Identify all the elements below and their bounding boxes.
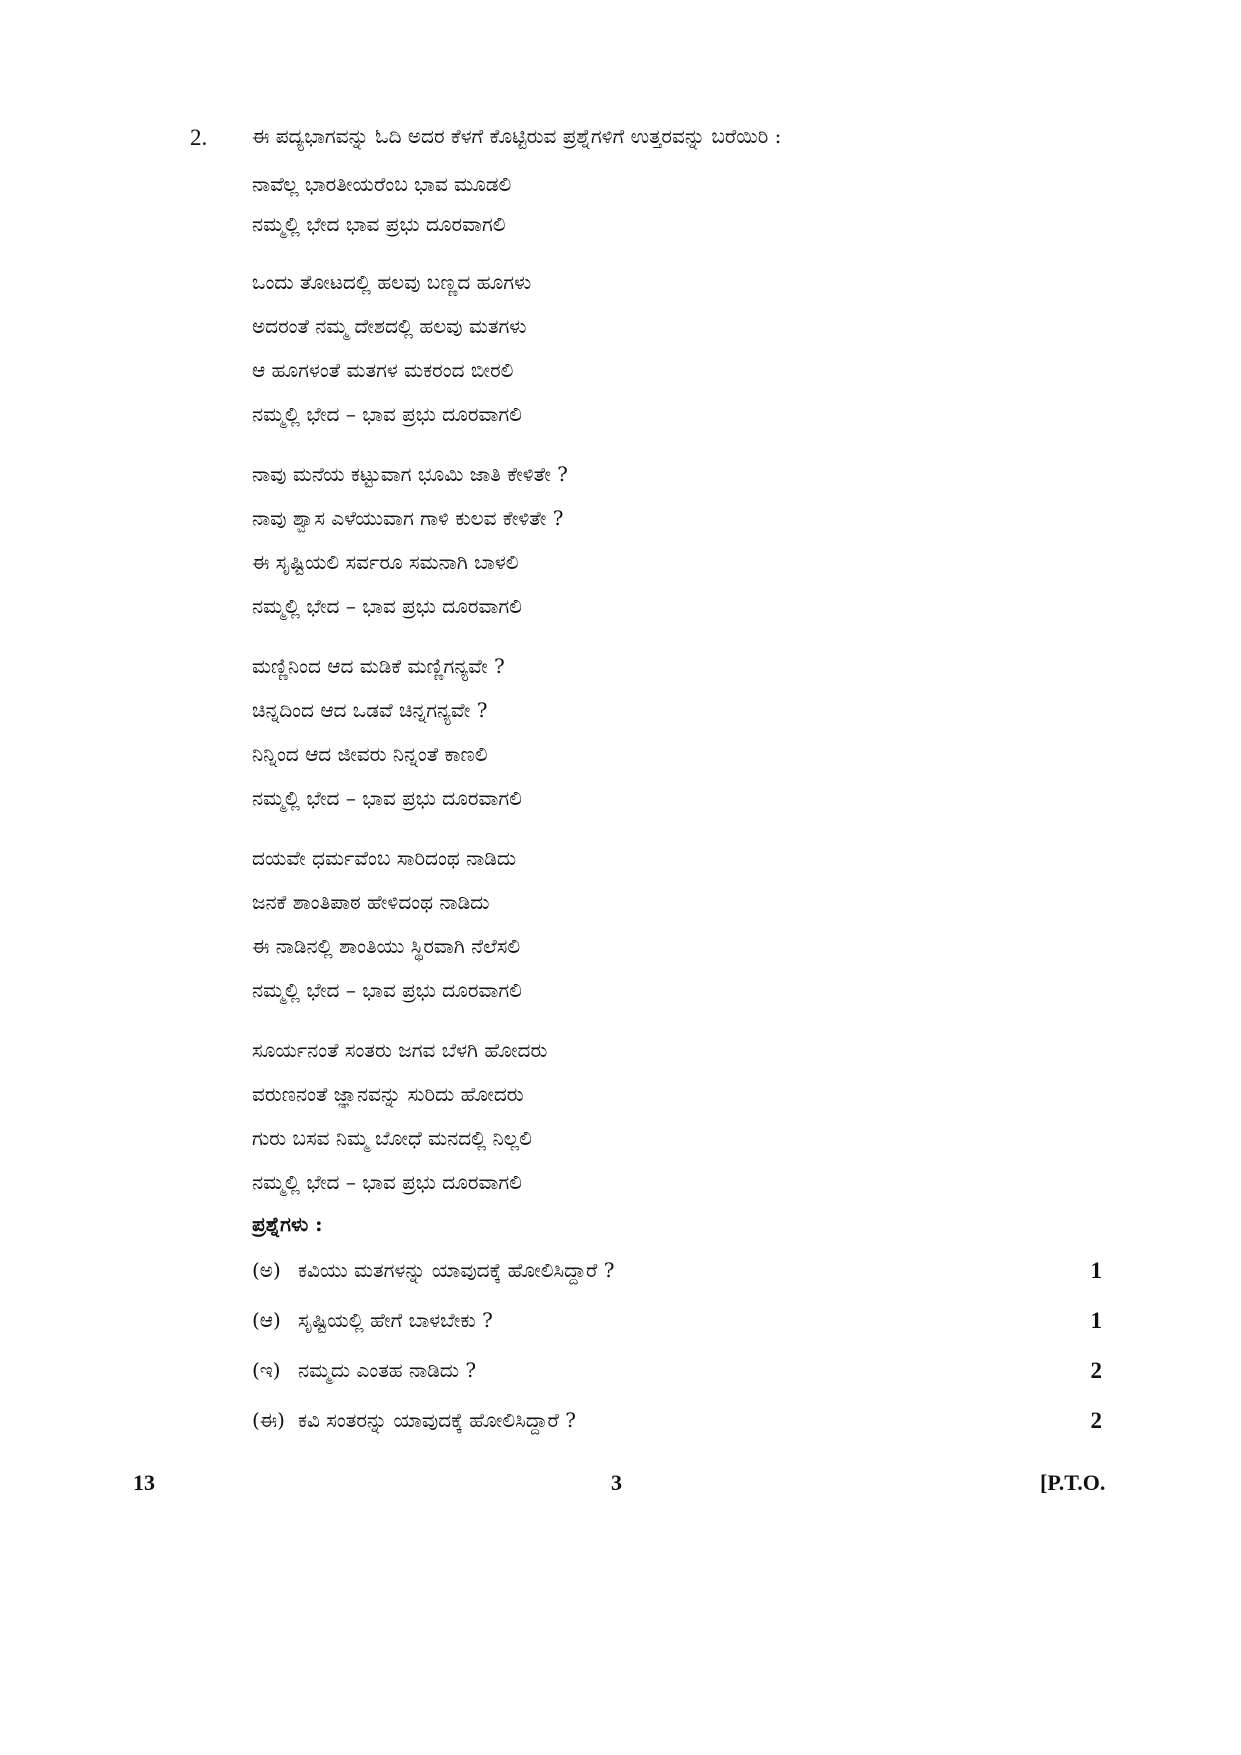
question-item (252, 1308, 1102, 1358)
question-label: (ಅ) (252, 1258, 281, 1282)
stanza-2 (252, 260, 1112, 436)
poem-line: ನಮ್ಮಲ್ಲಿ ಭೇದ – ಭಾವ ಪ್ರಭು ದೂರವಾಗಲಿ (252, 786, 522, 810)
question-item (252, 1358, 1102, 1408)
poem-line: ಒಂದು ತೋಟದಲ್ಲಿ ಹಲವು ಬಣ್ಣದ ಹೂಗಳು (252, 270, 532, 294)
question-text: ನಮ್ಮದು ಎಂತಹ ನಾಡಿದು ? (298, 1358, 477, 1382)
poem-line: ನಾವೆಲ್ಲ ಭಾರತೀಯರೆಂಬ ಭಾವ ಮೂಡಲಿ (252, 172, 512, 196)
poem-line: ಈ ಸೃಷ್ಟಿಯಲಿ ಸರ್ವರೂ ಸಮನಾಗಿ ಬಾಳಲಿ (252, 550, 519, 574)
poem-line: ಸೂರ್ಯನಂತೆ ಸಂತರು ಜಗವ ಬೆಳಗಿ ಹೋದರು (252, 1038, 548, 1062)
poem-line: ವರುಣನಂತೆ ಜ್ಞಾನವನ್ನು ಸುರಿದು ಹೋದರು (252, 1082, 524, 1106)
question-marks: 1 (1090, 1258, 1102, 1283)
poem-line: ಆ ಹೂಗಳಂತೆ ಮತಗಳ ಮಕರಂದ ಬೀರಲಿ (252, 358, 514, 382)
poem-line: ನಮ್ಮಲ್ಲಿ ಭೇದ – ಭಾವ ಪ್ರಭು ದೂರವಾಗಲಿ (252, 1170, 522, 1194)
question-marks: 1 (1090, 1308, 1102, 1333)
question-text: ಕವಿ ಸಂತರನ್ನು ಯಾವುದಕ್ಕೆ ಹೋಲಿಸಿದ್ದಾರೆ ? (298, 1408, 577, 1432)
question-item (252, 1408, 1102, 1458)
poem-line: ಗುರು ಬಸವ ನಿಮ್ಮ ಬೋಧೆ ಮನದಲ್ಲಿ ನಿಲ್ಲಲಿ (252, 1126, 532, 1150)
poem-line: ಮಣ್ಣಿನಿಂದ ಆದ ಮಡಿಕೆ ಮಣ್ಣಿಗನ್ಯವೇ ? (252, 654, 505, 678)
stanza-1 (252, 164, 1112, 244)
question-label: (ಆ) (252, 1308, 281, 1332)
poem-line: ಅದರಂತೆ ನಮ್ಮ ದೇಶದಲ್ಲಿ ಹಲವು ಮತಗಳು (252, 314, 527, 338)
poem-line: ನಾವು ಶ್ವಾಸ ಎಳೆಯುವಾಗ ಗಾಳಿ ಕುಲವ ಕೇಳಿತೇ ? (252, 506, 564, 530)
poem-line: ನಮ್ಮಲ್ಲಿ ಭೇದ – ಭಾವ ಪ್ರಭು ದೂರವಾಗಲಿ (252, 594, 522, 618)
page-number: 3 (611, 1470, 622, 1495)
questions-heading: ಪ್ರಶ್ನೆಗಳು : (252, 1212, 323, 1236)
poem-line: ನಾವು ಮನೆಯ ಕಟ್ಟುವಾಗ ಭೂಮಿ ಜಾತಿ ಕೇಳಿತೇ ? (252, 462, 568, 486)
poem-line: ನಿನ್ನಿಂದ ಆದ ಜೀವರು ನಿನ್ನಂತೆ ಕಾಣಲಿ (252, 742, 488, 766)
stanza-3 (252, 452, 1112, 628)
poem-line: ನಮ್ಮಲ್ಲಿ ಭೇದ ಭಾವ ಪ್ರಭು ದೂರವಾಗಲಿ (252, 212, 506, 236)
poem-line: ನಮ್ಮಲ್ಲಿ ಭೇದ – ಭಾವ ಪ್ರಭು ದೂರವಾಗಲಿ (252, 402, 522, 426)
poem-line: ದಯವೇ ಧರ್ಮವೆಂಬ ಸಾರಿದಂಥ ನಾಡಿದು (252, 846, 517, 870)
question-text: ಸೃಷ್ಟಿಯಲ್ಲಿ ಹೇಗೆ ಬಾಳಬೇಕು ? (298, 1308, 493, 1332)
poem-line: ನಮ್ಮಲ್ಲಿ ಭೇದ – ಭಾವ ಪ್ರಭು ದೂರವಾಗಲಿ (252, 978, 522, 1002)
question-label: (ಇ) (252, 1358, 281, 1382)
questions-list (252, 1258, 1102, 1458)
question-number: 2. (190, 125, 208, 150)
poem-line: ಜನಕೆ ಶಾಂತಿಪಾಠ ಹೇಳಿದಂಥ ನಾಡಿದು (252, 890, 490, 914)
stanza-6 (252, 1028, 1112, 1204)
stanza-5 (252, 836, 1112, 1012)
question-label: (ಈ) (252, 1408, 285, 1432)
question-text: ಕವಿಯು ಮತಗಳನ್ನು ಯಾವುದಕ್ಕೆ ಹೋಲಿಸಿದ್ದಾರೆ ? (298, 1258, 615, 1282)
poem (252, 164, 1112, 1220)
question-item (252, 1258, 1102, 1308)
instruction-text: ಈ ಪದ್ಯಭಾಗವನ್ನು ಓದಿ ಅದರ ಕೆಳಗೆ ಕೊಟ್ಟಿರುವ ಪ್ರಶ್ನೆಗಳಿಗೆ ಉತ್ತರವನ್ನು ಬರೆಯಿರಿ : (252, 124, 782, 148)
poem-line: ಚಿನ್ನದಿಂದ ಆದ ಒಡವೆ ಚಿನ್ನಗನ್ಯವೇ ? (252, 698, 488, 722)
question-marks: 2 (1090, 1408, 1102, 1433)
pto-label: [P.T.O. (1040, 1470, 1106, 1495)
footer-code: 13 (133, 1470, 155, 1495)
question-marks: 2 (1090, 1358, 1102, 1383)
stanza-4 (252, 644, 1112, 820)
poem-line: ಈ ನಾಡಿನಲ್ಲಿ ಶಾಂತಿಯು ಸ್ಥಿರವಾಗಿ ನೆಲೆಸಲಿ (252, 934, 521, 958)
